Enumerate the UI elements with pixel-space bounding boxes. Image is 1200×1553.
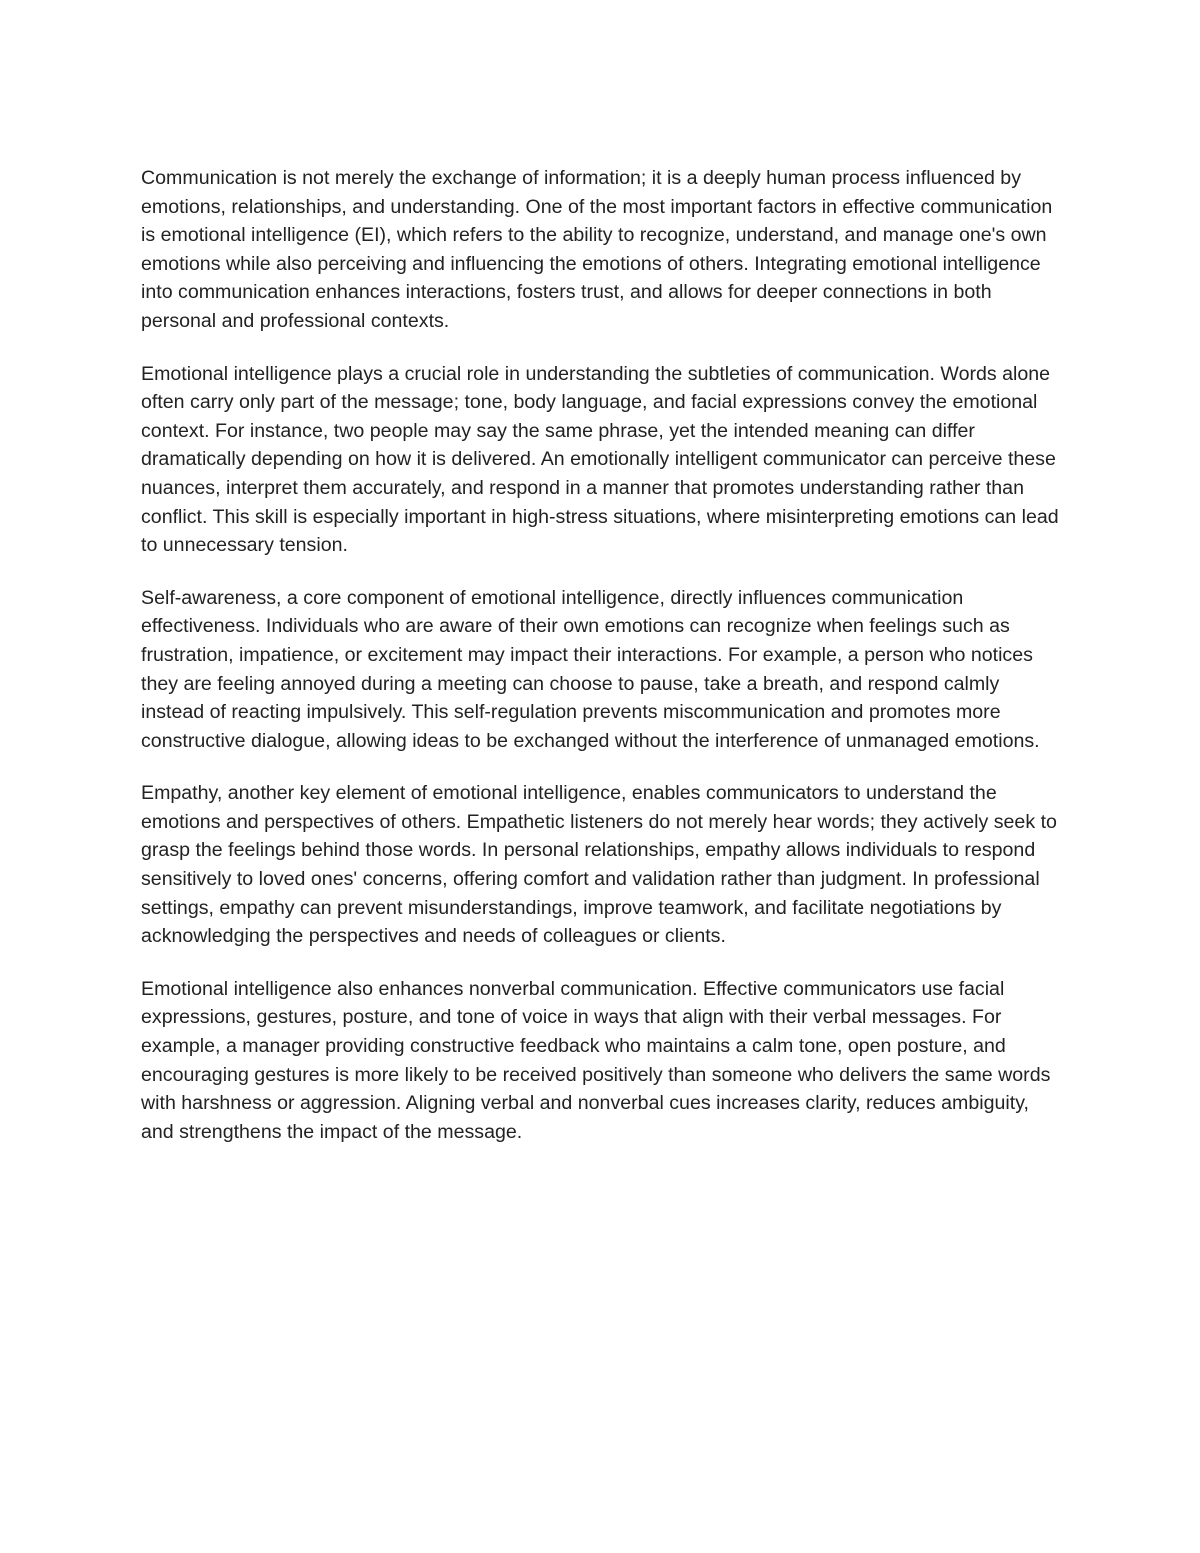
paragraph-5: Emotional intelligence also enhances nonverbal communication. Effective communicators use facial expressions, gestures, posture, and tone of voice in ways that align with their verbal messages. For example, a manager providing constructive feedback who maintains a calm tone, open posture, and encouraging gestures is more likely to be received positively than someone who delivers the same words with harshness or aggression. Aligning verbal and nonverbal cues increases clarity, reduces ambiguity, and strengthens the impact of the message. [141,977,1051,1143]
paragraph-3: Self-awareness, a core component of emotional intelligence, directly influences communication effectiveness. Individuals who are aware of their own emotions can recognize when feelings such as frustration, impatience, or excitement may impact their interactions. For example, a person who notices they are feeling annoyed during a meeting can choose to pause, take a breath, and respond calmly instead of reacting impulsively. This self-regulation prevents miscommunication and promotes more constructive dialogue, allowing ideas to be exchanged without the interference of unmanaged emotions. [141,586,1040,752]
paragraph-4: Empathy, another key element of emotional intelligence, enables communicators to understand the emotions and perspectives of others. Empathetic listeners do not merely hear words; they actively seek to grasp the feelings behind those words. In personal relationships, empathy allows individuals to respond sensitively to loved ones' concerns, offering comfort and validation rather than judgment. In professional settings, empathy can prevent misunderstandings, improve teamwork, and facilitate negotiations by acknowledging the perspectives and needs of colleagues or clients. [141,782,1057,948]
document-body [141,164,1061,1170]
paragraph-1: Communication is not merely the exchange of information; it is a deeply human process influenced by emotions, relationships, and understanding. One of the most important factors in effective communication is emotional intelligence (EI), which refers to the ability to recognize, understand, and manage one's own emotions while also perceiving and influencing the emotions of others. Integrating emotional intelligence into communication enhances interactions, fosters trust, and allows for deeper connections in both personal and professional contexts. [141,167,1053,332]
paragraph-2: Emotional intelligence plays a crucial role in understanding the subtleties of communication. Words alone often carry only part of the message; tone, body language, and facial expressions convey the emotional context. For instance, two people may say the same phrase, yet the intended meaning can differ dramatically depending on how it is delivered. An emotionally intelligent communicator can perceive these nuances, interpret them accurately, and respond in a manner that promotes understanding rather than conflict. This skill is especially important in high-stress situations, where misinterpreting emotions can lead to unnecessary tension. [141,362,1059,557]
